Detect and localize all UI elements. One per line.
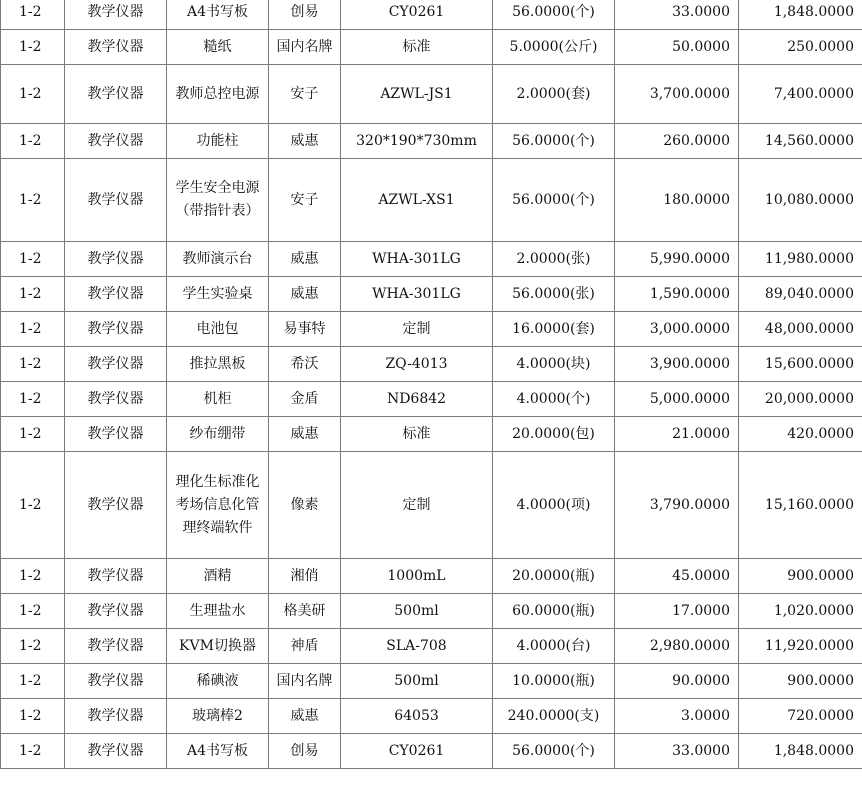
table-row xyxy=(1,594,862,629)
cell-total-price: 10,080.0000 xyxy=(739,159,862,242)
cell-item-no: 1-2 xyxy=(1,277,65,312)
cell-unit-price: 50.0000 xyxy=(615,30,739,65)
cell-product-name: 电池包 xyxy=(167,312,269,347)
table-row xyxy=(1,559,862,594)
cell-product-name: 学生实验桌 xyxy=(167,277,269,312)
cell-category: 教学仪器 xyxy=(65,30,167,65)
cell-quantity: 2.0000(套) xyxy=(493,65,615,124)
cell-item-no: 1-2 xyxy=(1,629,65,664)
cell-quantity: 4.0000(台) xyxy=(493,629,615,664)
cell-product-name: 学生安全电源（带指针表） xyxy=(167,159,269,242)
cell-quantity: 56.0000(个) xyxy=(493,159,615,242)
cell-unit-price: 33.0000 xyxy=(615,734,739,769)
cell-unit-price: 260.0000 xyxy=(615,124,739,159)
table-row xyxy=(1,452,862,559)
cell-model: 标准 xyxy=(341,417,493,452)
cell-item-no: 1-2 xyxy=(1,30,65,65)
cell-unit-price: 3,790.0000 xyxy=(615,452,739,559)
cell-unit-price: 90.0000 xyxy=(615,664,739,699)
cell-item-no: 1-2 xyxy=(1,0,65,30)
cell-category: 教学仪器 xyxy=(65,452,167,559)
cell-brand: 国内名牌 xyxy=(269,30,341,65)
table-row xyxy=(1,312,862,347)
cell-product-name: 酒精 xyxy=(167,559,269,594)
table-row xyxy=(1,629,862,664)
table-row xyxy=(1,277,862,312)
cell-quantity: 4.0000(项) xyxy=(493,452,615,559)
cell-total-price: 7,400.0000 xyxy=(739,65,862,124)
cell-product-name: 机柜 xyxy=(167,382,269,417)
cell-item-no: 1-2 xyxy=(1,124,65,159)
cell-total-price: 11,980.0000 xyxy=(739,242,862,277)
table-row xyxy=(1,159,862,242)
cell-model: ND6842 xyxy=(341,382,493,417)
cell-total-price: 14,560.0000 xyxy=(739,124,862,159)
table-row xyxy=(1,382,862,417)
cell-brand: 安子 xyxy=(269,65,341,124)
cell-total-price: 11,920.0000 xyxy=(739,629,862,664)
cell-quantity: 4.0000(块) xyxy=(493,347,615,382)
cell-category: 教学仪器 xyxy=(65,594,167,629)
cell-product-name: 理化生标准化考场信息化管理终端软件 xyxy=(167,452,269,559)
table-row xyxy=(1,65,862,124)
cell-model: 1000mL xyxy=(341,559,493,594)
cell-product-name: KVM切换器 xyxy=(167,629,269,664)
cell-quantity: 20.0000(瓶) xyxy=(493,559,615,594)
cell-item-no: 1-2 xyxy=(1,734,65,769)
cell-product-name: 纱布绷带 xyxy=(167,417,269,452)
cell-unit-price: 3.0000 xyxy=(615,699,739,734)
cell-item-no: 1-2 xyxy=(1,159,65,242)
cell-unit-price: 45.0000 xyxy=(615,559,739,594)
table-row xyxy=(1,0,862,30)
cell-quantity: 10.0000(瓶) xyxy=(493,664,615,699)
cell-category: 教学仪器 xyxy=(65,347,167,382)
cell-unit-price: 3,000.0000 xyxy=(615,312,739,347)
cell-total-price: 1,848.0000 xyxy=(739,734,862,769)
cell-total-price: 1,020.0000 xyxy=(739,594,862,629)
cell-brand: 威惠 xyxy=(269,242,341,277)
cell-unit-price: 5,990.0000 xyxy=(615,242,739,277)
table-row xyxy=(1,664,862,699)
cell-model: 500ml xyxy=(341,664,493,699)
cell-model: SLA-708 xyxy=(341,629,493,664)
cell-category: 教学仪器 xyxy=(65,559,167,594)
cell-unit-price: 17.0000 xyxy=(615,594,739,629)
cell-product-name: A4书写板 xyxy=(167,734,269,769)
cell-category: 教学仪器 xyxy=(65,277,167,312)
cell-brand: 国内名牌 xyxy=(269,664,341,699)
cell-total-price: 900.0000 xyxy=(739,664,862,699)
cell-category: 教学仪器 xyxy=(65,699,167,734)
cell-brand: 威惠 xyxy=(269,699,341,734)
cell-item-no: 1-2 xyxy=(1,452,65,559)
cell-unit-price: 180.0000 xyxy=(615,159,739,242)
cell-product-name: 功能柱 xyxy=(167,124,269,159)
cell-quantity: 20.0000(包) xyxy=(493,417,615,452)
cell-product-name: A4书写板 xyxy=(167,0,269,30)
cell-total-price: 15,600.0000 xyxy=(739,347,862,382)
cell-category: 教学仪器 xyxy=(65,664,167,699)
cell-item-no: 1-2 xyxy=(1,312,65,347)
cell-quantity: 240.0000(支) xyxy=(493,699,615,734)
cell-unit-price: 1,590.0000 xyxy=(615,277,739,312)
table-row xyxy=(1,417,862,452)
cell-total-price: 420.0000 xyxy=(739,417,862,452)
cell-quantity: 56.0000(个) xyxy=(493,124,615,159)
cell-quantity: 56.0000(张) xyxy=(493,277,615,312)
cell-quantity: 60.0000(瓶) xyxy=(493,594,615,629)
cell-unit-price: 33.0000 xyxy=(615,0,739,30)
cell-item-no: 1-2 xyxy=(1,559,65,594)
cell-brand: 创易 xyxy=(269,0,341,30)
cell-product-name: 玻璃棒2 xyxy=(167,699,269,734)
cell-total-price: 900.0000 xyxy=(739,559,862,594)
cell-quantity: 56.0000(个) xyxy=(493,0,615,30)
cell-brand: 易事特 xyxy=(269,312,341,347)
cell-model: CY0261 xyxy=(341,734,493,769)
cell-total-price: 1,848.0000 xyxy=(739,0,862,30)
cell-quantity: 16.0000(套) xyxy=(493,312,615,347)
cell-product-name: 稀碘液 xyxy=(167,664,269,699)
cell-model: AZWL-JS1 xyxy=(341,65,493,124)
cell-category: 教学仪器 xyxy=(65,417,167,452)
cell-item-no: 1-2 xyxy=(1,347,65,382)
cell-category: 教学仪器 xyxy=(65,734,167,769)
cell-model: 320*190*730mm xyxy=(341,124,493,159)
cell-model: WHA-301LG xyxy=(341,277,493,312)
cell-total-price: 720.0000 xyxy=(739,699,862,734)
cell-item-no: 1-2 xyxy=(1,417,65,452)
cell-product-name: 教师演示台 xyxy=(167,242,269,277)
cell-model: 定制 xyxy=(341,312,493,347)
table-row xyxy=(1,699,862,734)
cell-product-name: 生理盐水 xyxy=(167,594,269,629)
cell-total-price: 48,000.0000 xyxy=(739,312,862,347)
cell-category: 教学仪器 xyxy=(65,159,167,242)
cell-brand: 像素 xyxy=(269,452,341,559)
cell-quantity: 5.0000(公斤) xyxy=(493,30,615,65)
cell-model: CY0261 xyxy=(341,0,493,30)
cell-unit-price: 3,700.0000 xyxy=(615,65,739,124)
table-row xyxy=(1,734,862,769)
cell-brand: 金盾 xyxy=(269,382,341,417)
cell-quantity: 4.0000(个) xyxy=(493,382,615,417)
cell-total-price: 250.0000 xyxy=(739,30,862,65)
cell-unit-price: 2,980.0000 xyxy=(615,629,739,664)
cell-model: 500ml xyxy=(341,594,493,629)
cell-brand: 神盾 xyxy=(269,629,341,664)
cell-quantity: 56.0000(个) xyxy=(493,734,615,769)
cell-category: 教学仪器 xyxy=(65,242,167,277)
table-row xyxy=(1,347,862,382)
cell-category: 教学仪器 xyxy=(65,382,167,417)
cell-brand: 威惠 xyxy=(269,277,341,312)
cell-product-name: 糙纸 xyxy=(167,30,269,65)
cell-product-name: 教师总控电源 xyxy=(167,65,269,124)
cell-category: 教学仪器 xyxy=(65,0,167,30)
cell-item-no: 1-2 xyxy=(1,242,65,277)
cell-category: 教学仪器 xyxy=(65,629,167,664)
table-body xyxy=(1,0,862,769)
cell-model: 标准 xyxy=(341,30,493,65)
cell-model: WHA-301LG xyxy=(341,242,493,277)
cell-brand: 安子 xyxy=(269,159,341,242)
cell-brand: 希沃 xyxy=(269,347,341,382)
cell-total-price: 89,040.0000 xyxy=(739,277,862,312)
cell-category: 教学仪器 xyxy=(65,65,167,124)
cell-unit-price: 5,000.0000 xyxy=(615,382,739,417)
cell-category: 教学仪器 xyxy=(65,312,167,347)
cell-total-price: 20,000.0000 xyxy=(739,382,862,417)
cell-category: 教学仪器 xyxy=(65,124,167,159)
cell-quantity: 2.0000(张) xyxy=(493,242,615,277)
cell-brand: 威惠 xyxy=(269,124,341,159)
table-row xyxy=(1,242,862,277)
cell-unit-price: 3,900.0000 xyxy=(615,347,739,382)
cell-model: 64053 xyxy=(341,699,493,734)
cell-brand: 格美研 xyxy=(269,594,341,629)
cell-item-no: 1-2 xyxy=(1,664,65,699)
cell-item-no: 1-2 xyxy=(1,382,65,417)
cell-brand: 创易 xyxy=(269,734,341,769)
cell-item-no: 1-2 xyxy=(1,65,65,124)
cell-item-no: 1-2 xyxy=(1,594,65,629)
cell-total-price: 15,160.0000 xyxy=(739,452,862,559)
cell-item-no: 1-2 xyxy=(1,699,65,734)
cell-product-name: 推拉黑板 xyxy=(167,347,269,382)
cell-unit-price: 21.0000 xyxy=(615,417,739,452)
cell-model: AZWL-XS1 xyxy=(341,159,493,242)
cell-model: ZQ-4013 xyxy=(341,347,493,382)
table-row xyxy=(1,30,862,65)
table-row xyxy=(1,124,862,159)
cell-model: 定制 xyxy=(341,452,493,559)
cell-brand: 威惠 xyxy=(269,417,341,452)
cell-brand: 湘俏 xyxy=(269,559,341,594)
